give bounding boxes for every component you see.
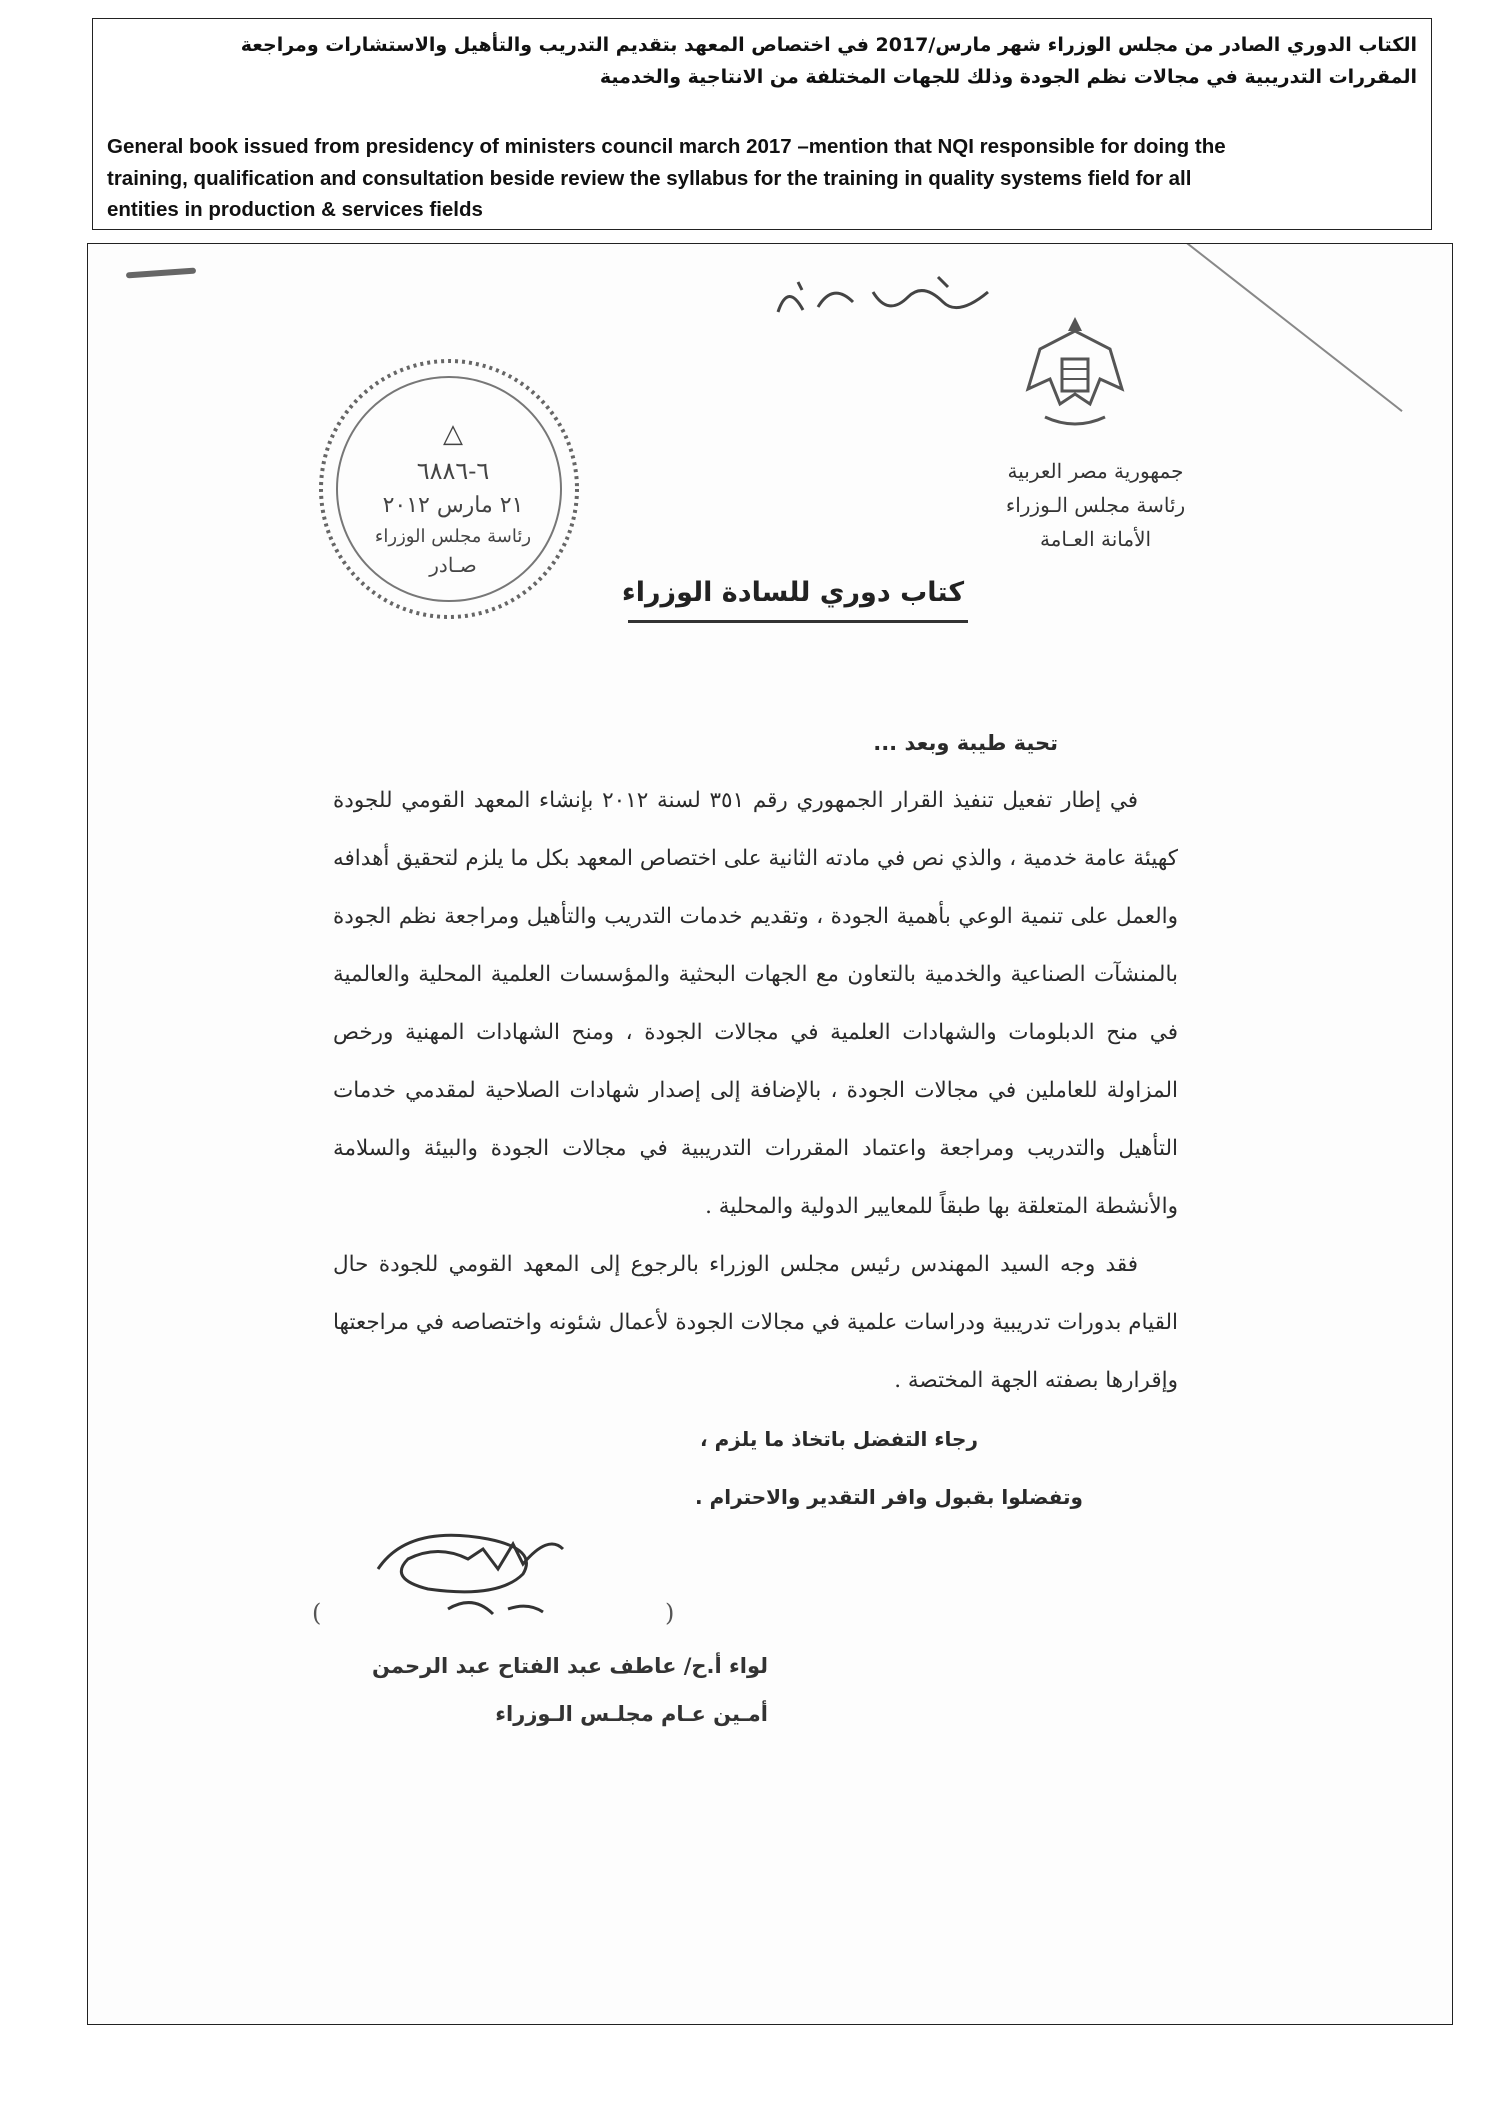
caption-english-line-3: entities in production & services fields (107, 198, 483, 221)
signature-paren-right: ) (665, 1599, 675, 1627)
signatory-block (298, 1642, 768, 1738)
letter-closing-request: رجاء التفضل باتخاذ ما يلزم ، (700, 1427, 978, 1451)
stamp-text (358, 419, 548, 577)
handwritten-signature (348, 1514, 608, 1639)
caption-arabic-line-1: الكتاب الدوري الصادر من مجلس الوزراء شهر مارس/2017 في اختصاص المعهد بتقديم التدريب والتأهيل والاستشارات ومراجعة (240, 34, 1417, 56)
handwritten-note (758, 262, 1018, 332)
letter-paragraph-2: فقد وجه السيد المهندس رئيس مجلس الوزراء بالرجوع إلى المعهد القومي للجودة حال القيام بدورات تدريبية ودراسات علمية في مجالات الجودة لأعمال شئونه واختصاصه في مراجعتها وإقرارها بصفته الجهة المختصة . (333, 1252, 1178, 1393)
stamp-mark: △ (443, 419, 463, 449)
ministry-letterhead (953, 454, 1238, 556)
signatory-name: لواء أ.ح/ عاطف عبد الفتاح عبد الرحمن (372, 1654, 768, 1678)
caption-english (107, 131, 1417, 226)
signatory-title: أمـين عـام مجلـس الـوزراء (495, 1702, 768, 1726)
stamp-outgoing: صـادر (429, 553, 477, 577)
stamp-office: رئاسة مجلس الوزراء (374, 526, 532, 547)
scanned-letter (87, 243, 1453, 2025)
letterhead-line-3: الأمانة العـامة (1039, 527, 1152, 551)
caption-arabic (117, 29, 1417, 93)
title-underline (628, 620, 968, 623)
scan-fold-line (1181, 243, 1403, 412)
caption-arabic-line-2: المقررات التدريبية في مجالات نظم الجودة وذلك للجهات المختلفة من الانتاجية والخدمية (599, 66, 1417, 88)
stamp-number: ٦-٦٨٨٦ (416, 457, 490, 485)
letterhead-line-2: رئاسة مجلس الـوزراء (1005, 493, 1186, 517)
letterhead-line-1: جمهورية مصر العربية (1007, 459, 1184, 483)
letter-greeting: تحية طيبة وبعد ... (873, 731, 1058, 755)
signature-paren-left: ( (312, 1599, 322, 1627)
caption-english-line-2: training, qualification and consultation beside review the syllabus for the training in quality systems field for all (107, 166, 1192, 190)
letter-title: كتاب دوري للسادة الوزراء (621, 577, 965, 608)
scan-mark (126, 268, 196, 279)
eagle-emblem (1020, 309, 1130, 439)
caption-box (92, 18, 1432, 230)
letter-body (333, 714, 1178, 1526)
stamp-date: ٢١ مارس ٢٠١٢ (382, 493, 524, 518)
caption-english-line-1: General book issued from presidency of ministers council march 2017 –mention that NQI responsible for doing the (107, 135, 1226, 158)
letter-closing-regards: وتفضلوا بقبول وافر التقدير والاحترام . (695, 1485, 1083, 1509)
letter-paragraph-1: في إطار تفعيل تنفيذ القرار الجمهوري رقم ٣٥١ لسنة ٢٠١٢ بإنشاء المعهد القومي للجودة كهيئة عامة خدمية ، والذي نص في مادته الثانية على اختصاص المعهد بكل ما يلزم لتحقيق أهدافه والعمل على تنمية الوعي بأهمية الجودة ، وتقديم خدمات التدريب والتأهيل ومراجعة نظم الجودة بالمنشآت الصناعية والخدمية بالتعاون مع الجهات البحثية والمؤسسات العلمية المحلية والعالمية في منح الدبلومات والشهادات العلمية في مجالات الجودة ، ومنح الشهادات المهنية ورخص المزاولة للعاملين في مجالات الجودة ، بالإضافة إلى إصدار شهادات الصلاحية لمقدمي خدمات التأهيل والتدريب ومراجعة واعتماد المقررات التدريبية في مجالات الجودة والبيئة والسلامة والأنشطة المتعلقة بها طبقاً للمعايير الدولية والمحلية . (333, 788, 1178, 1219)
